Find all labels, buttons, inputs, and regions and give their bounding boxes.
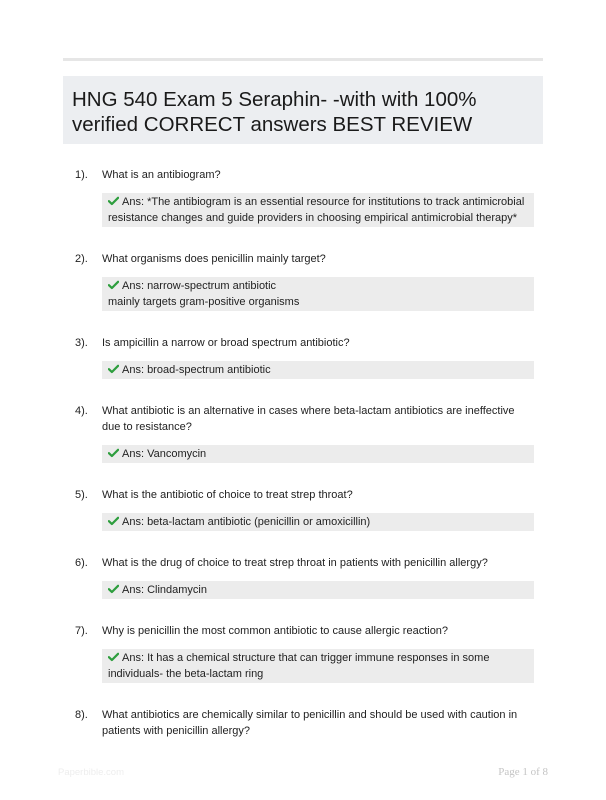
answer-text: Ans: It has a chemical structure that can trigger immune responses in some (122, 652, 490, 664)
answer-text: resistance changes and guide providers in choosing empirical antimicrobial therapy* (108, 212, 518, 224)
question-text: What is the drug of choice to treat strep throat in patients with penicillin allergy? (102, 557, 488, 569)
answer-text: Ans: broad-spectrum antibiotic (122, 364, 271, 376)
question-number: 4). (75, 405, 88, 417)
answer-box (102, 581, 534, 599)
top-divider (63, 58, 543, 61)
answer-box (102, 649, 534, 683)
checkmark-icon (108, 364, 119, 374)
checkmark-icon (108, 584, 119, 594)
question-text: What organisms does penicillin mainly target? (102, 253, 326, 265)
question-text: What is the antibiotic of choice to treat strep throat? (102, 489, 353, 501)
answer-text: Ans: *The antibiogram is an essential resource for institutions to track antimicrobial (122, 196, 525, 208)
question-text: Why is penicillin the most common antibiotic to cause allergic reaction? (102, 625, 449, 637)
answer-text: Ans: Clindamycin (122, 584, 207, 596)
question-text: What antibiotic is an alternative in cases where beta-lactam antibiotics are ineffective due to resistance? (102, 405, 515, 433)
checkmark-icon (108, 652, 119, 662)
answer-box (102, 193, 534, 227)
checkmark-icon (108, 516, 119, 526)
question-number: 5). (75, 489, 88, 501)
question-text: What is an antibiogram? (102, 169, 221, 181)
answer-text: mainly targets gram-positive organisms (108, 296, 300, 308)
question-number: 6). (75, 557, 88, 569)
question-number: 7). (75, 625, 88, 637)
page-indicator: Page 1 of 8 (498, 766, 548, 778)
page-title: HNG 540 Exam 5 Seraphin- -with with 100% verified CORRECT answers BEST REVIEW (72, 88, 477, 136)
question-number: 3). (75, 337, 88, 349)
answer-box (102, 361, 534, 379)
answer-box (102, 277, 534, 311)
answer-text: individuals- the beta-lactam ring (108, 668, 264, 680)
question-text: What antibiotics are chemically similar to penicillin and should be used with caution in patients with penicillin allergy? (102, 709, 518, 737)
checkmark-icon (108, 280, 119, 290)
answer-text: Ans: beta-lactam antibiotic (penicillin or amoxicillin) (122, 516, 371, 528)
answer-text: Ans: Vancomycin (122, 448, 207, 460)
question-number: 8). (75, 709, 88, 721)
footer-site: Paperbible.com (58, 767, 125, 778)
answer-text: Ans: narrow-spectrum antibiotic (122, 280, 277, 292)
checkmark-icon (108, 196, 119, 206)
question-number: 2). (75, 253, 88, 265)
question-number: 1). (75, 169, 88, 181)
answer-box (102, 513, 534, 531)
question-text: Is ampicillin a narrow or broad spectrum antibiotic? (102, 337, 350, 349)
answer-box (102, 445, 534, 463)
checkmark-icon (108, 448, 119, 458)
